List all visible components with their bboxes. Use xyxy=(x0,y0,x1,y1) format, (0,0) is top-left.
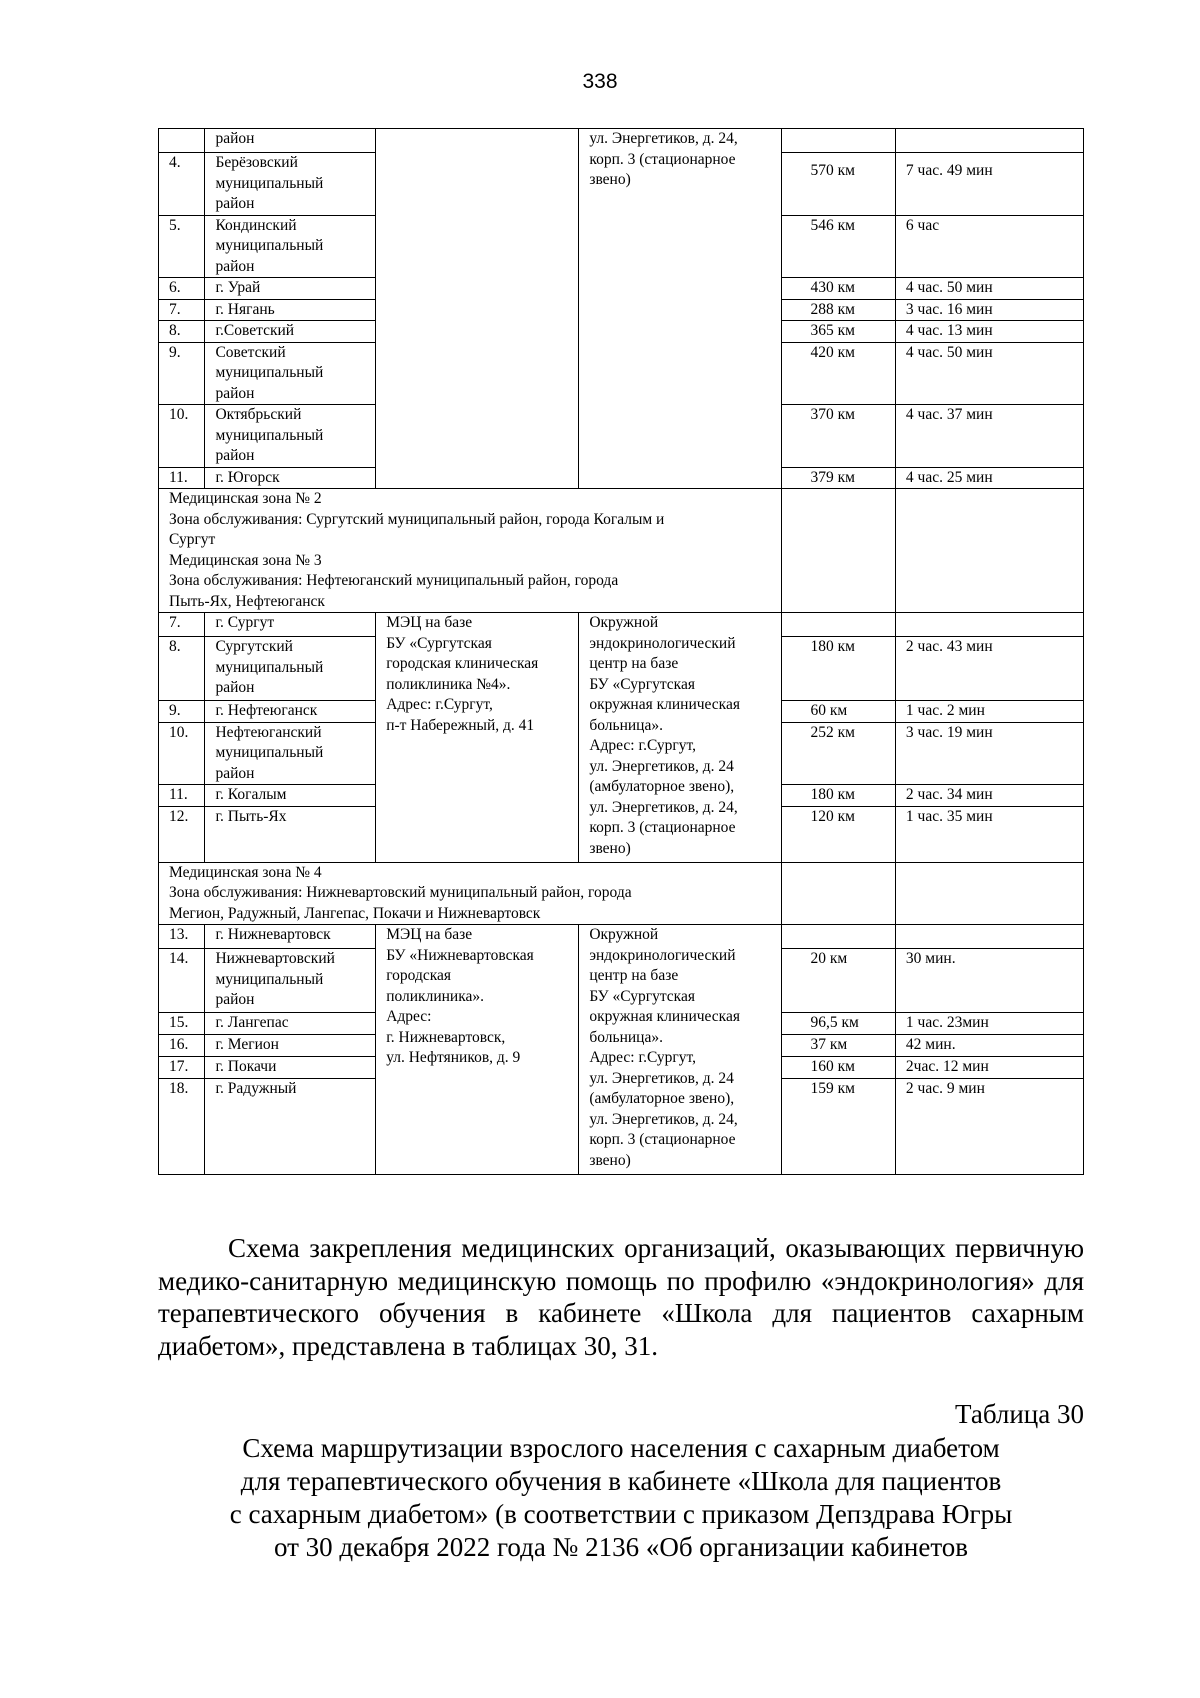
territory-name: г. Лангепас xyxy=(205,1013,376,1035)
distance-cell xyxy=(782,925,895,949)
distance-cell: 159 км xyxy=(782,1079,895,1175)
territory-name: Сургутский муниципальный район xyxy=(205,637,376,701)
territory-name: Кондинский муниципальный район xyxy=(205,215,376,278)
time-cell: 7 час. 49 мин xyxy=(895,153,1083,216)
distance-cell: 180 км xyxy=(782,785,895,807)
time-cell xyxy=(895,129,1083,153)
time-cell: 3 час. 16 мин xyxy=(895,299,1083,321)
zone-description: Медицинская зона № 2 Зона обслуживания: Сургутский муниципальный район, города Когалым и Сургут Медицинская зона № 3 Зона обслуживания: Нефтеюганский муниципальный район, города Пыть-Ях, Нефтеюганск xyxy=(159,489,782,613)
territory-name: г. Покачи xyxy=(205,1057,376,1079)
table-caption: Схема маршрутизации взрослого населения с сахарным диабетом для терапевтического обучения в кабинете «Школа для пациентов с сахарным диабетом» (в соответствии с приказом Депздрава Югры от 30 декабря 2022 года № 2136 «Об организации кабинетов xyxy=(229,1433,1013,1562)
row-number: 7. xyxy=(159,299,205,321)
distance-cell: 570 км xyxy=(782,153,895,216)
territory-name: г. Урай xyxy=(205,278,376,300)
empty-cell xyxy=(782,862,895,925)
distance-cell: 370 км xyxy=(782,405,895,468)
zone-description: Медицинская зона № 4 Зона обслуживания: Нижневартовский муниципальный район, города Мегион, Радужный, Лангепас, Покачи и Нижневартовск xyxy=(159,862,782,925)
time-cell: 3 час. 19 мин xyxy=(895,722,1083,785)
time-cell: 4 час. 37 мин xyxy=(895,405,1083,468)
time-cell: 2час. 12 мин xyxy=(895,1057,1083,1079)
territory-name: Нижневартовский муниципальный район xyxy=(205,949,376,1013)
row-number: 8. xyxy=(159,637,205,701)
distance-cell: 420 км xyxy=(782,342,895,405)
territory-name: г.Советский xyxy=(205,321,376,343)
time-cell: 6 час xyxy=(895,215,1083,278)
empty-cell xyxy=(895,489,1083,613)
row-number: 14. xyxy=(159,949,205,1013)
time-cell: 30 мин. xyxy=(895,949,1083,1013)
empty-cell xyxy=(895,862,1083,925)
time-cell: 4 час. 50 мин xyxy=(895,278,1083,300)
row-number: 11. xyxy=(159,467,205,489)
territory-name: Октябрьский муниципальный район xyxy=(205,405,376,468)
time-cell: 4 час. 50 мин xyxy=(895,342,1083,405)
territory-name: г. Нефтеюганск xyxy=(205,701,376,723)
row-number: 6. xyxy=(159,278,205,300)
row-number: 7. xyxy=(159,613,205,637)
distance-cell: 160 км xyxy=(782,1057,895,1079)
territory-name: Берёзовский муниципальный район xyxy=(205,153,376,216)
territory-name: г. Мегион xyxy=(205,1035,376,1057)
mec-cell xyxy=(376,129,579,489)
distance-cell: 252 км xyxy=(782,722,895,785)
territory-name: г. Нягань xyxy=(205,299,376,321)
distance-cell: 365 км xyxy=(782,321,895,343)
table-label: Таблица 30 xyxy=(955,1399,1084,1429)
body-paragraph: Схема закрепления медицинских организаций, оказывающих первичную медико-санитарную медицинскую помощь по профилю «эндокринология» для терапевтического обучения в кабинете «Школа для пациентов сахарным диабетом», представлена в таблицах 30, 31. xyxy=(158,1233,1084,1361)
row-number xyxy=(159,129,205,153)
row-number: 9. xyxy=(159,342,205,405)
row-number: 8. xyxy=(159,321,205,343)
territory-name: г. Нижневартовск xyxy=(205,925,376,949)
distance-cell: 430 км xyxy=(782,278,895,300)
territory-name: г. Пыть-Ях xyxy=(205,806,376,862)
row-number: 11. xyxy=(159,785,205,807)
territory-name: г. Когалым xyxy=(205,785,376,807)
distance-cell: 288 км xyxy=(782,299,895,321)
time-cell: 2 час. 43 мин xyxy=(895,637,1083,701)
zone-header-row xyxy=(159,862,1084,925)
distance-cell: 60 км xyxy=(782,701,895,723)
time-cell xyxy=(895,925,1083,949)
row-number: 13. xyxy=(159,925,205,949)
center-cell: Окружной эндокринологический центр на базе БУ «Сургутская окружная клиническая больница». Адрес: г.Сургут, ул. Энергетиков, д. 24 (амбулаторное звено), ул. Энергетиков, д. 24, корп. 3 (стационарное звено) xyxy=(579,925,782,1175)
center-cell: ул. Энергетиков, д. 24, корп. 3 (стационарное звено) xyxy=(579,129,782,489)
row-number: 10. xyxy=(159,722,205,785)
distance-cell xyxy=(782,613,895,637)
table-row xyxy=(159,129,1084,153)
time-cell: 4 час. 13 мин xyxy=(895,321,1083,343)
time-cell: 1 час. 35 мин xyxy=(895,806,1083,862)
distance-cell: 96,5 км xyxy=(782,1013,895,1035)
distance-cell: 379 км xyxy=(782,467,895,489)
empty-cell xyxy=(782,489,895,613)
center-cell: Окружной эндокринологический центр на базе БУ «Сургутская окружная клиническая больница». Адрес: г.Сургут, ул. Энергетиков, д. 24 (амбулаторное звено), ул. Энергетиков, д. 24, корп. 3 (стационарное звено) xyxy=(579,613,782,863)
distance-cell: 20 км xyxy=(782,949,895,1013)
row-number: 10. xyxy=(159,405,205,468)
distance-cell: 180 км xyxy=(782,637,895,701)
row-number: 12. xyxy=(159,806,205,862)
row-number: 16. xyxy=(159,1035,205,1057)
distance-cell: 546 км xyxy=(782,215,895,278)
row-number: 4. xyxy=(159,153,205,216)
table-row xyxy=(159,613,1084,637)
zone-header-row xyxy=(159,489,1084,613)
table-row xyxy=(159,925,1084,949)
distance-cell xyxy=(782,129,895,153)
territory-name: Нефтеюганский муниципальный район xyxy=(205,722,376,785)
routing-table xyxy=(158,128,1084,1175)
territory-name: г. Сургут xyxy=(205,613,376,637)
mec-cell: МЭЦ на базе БУ «Сургутская городская клиническая поликлиника №4». Адрес: г.Сургут, п-т Набережный, д. 41 xyxy=(376,613,579,863)
row-number: 9. xyxy=(159,701,205,723)
territory-name: район xyxy=(205,129,376,153)
time-cell xyxy=(895,613,1083,637)
territory-name: г. Радужный xyxy=(205,1079,376,1175)
mec-cell: МЭЦ на базе БУ «Нижневартовская городская поликлиника». Адрес: г. Нижневартовск, ул. Нефтяников, д. 9 xyxy=(376,925,579,1175)
time-cell: 2 час. 9 мин xyxy=(895,1079,1083,1175)
time-cell: 42 мин. xyxy=(895,1035,1083,1057)
row-number: 18. xyxy=(159,1079,205,1175)
row-number: 5. xyxy=(159,215,205,278)
time-cell: 2 час. 34 мин xyxy=(895,785,1083,807)
time-cell: 4 час. 25 мин xyxy=(895,467,1083,489)
territory-name: г. Югорск xyxy=(205,467,376,489)
page-number: 338 xyxy=(582,70,618,93)
distance-cell: 120 км xyxy=(782,806,895,862)
time-cell: 1 час. 2 мин xyxy=(895,701,1083,723)
row-number: 17. xyxy=(159,1057,205,1079)
row-number: 15. xyxy=(159,1013,205,1035)
time-cell: 1 час. 23мин xyxy=(895,1013,1083,1035)
distance-cell: 37 км xyxy=(782,1035,895,1057)
territory-name: Советский муниципальный район xyxy=(205,342,376,405)
